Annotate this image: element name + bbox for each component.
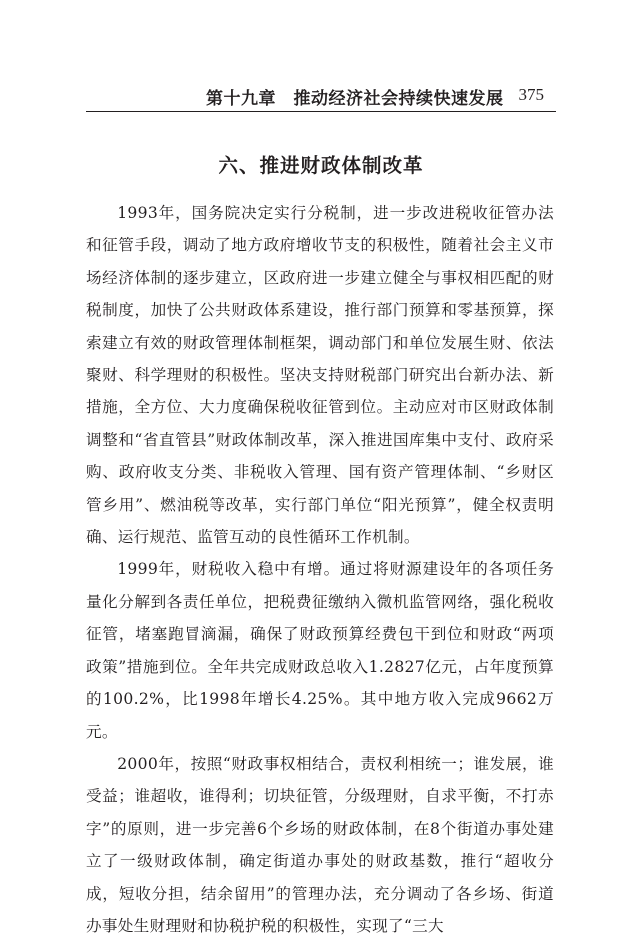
page-number: 375: [518, 85, 544, 104]
paragraph-1999: 1999年，财税收入稳中有增。通过将财源建设年的各项任务量化分解到各责任单位，把税费征缴纳入微机监管网络，强化税收征管，堵塞跑冒滴漏，确保了财政预算经费包干到位和财政“两项政策”措施到位。全年共完成财政总收入1.2827亿元，占年度预算的100.2%，比1998年增长4.25%。其中地方收入完成9662万元。: [86, 560, 554, 741]
chapter-title: 第十九章 推动经济社会持续快速发展: [206, 89, 504, 109]
header-rule: [86, 111, 556, 112]
paragraph-1993: 1993年，国务院决定实行分税制，进一步改进税收征管办法和征管手段，调动了地方政府增收节支的积极性，随着社会主义市场经济体制的逐步建立，区政府进一步建立健全与事权相匹配的财税制度，加快了公共财政体系建设，推行部门预算和零基预算，探索建立有效的财政管理体制框架，调动部门和单位发展生财、依法聚财、科学理财的积极性。坚决支持财税部门研究出台新办法、新措施，全方位、大力度确保税收征管到位。主动应对市区财政体制调整和“省直管县”财政体制改革，深入推进国库集中支付、政府采购、政府收支分类、非税收入管理、国有资产管理体制、“乡财区管乡用”、燃油税等改革，实行部门单位“阳光预算”，健全权责明确、运行规范、监管互动的良性循环工作机制。: [86, 204, 554, 547]
paragraph-2000: 2000年，按照“财政事权相结合，责权利相统一；谁发展，谁受益；谁超收，谁得利；切块征管，分级理财，自求平衡，不打赤字”的原则，进一步完善6个乡场的财政体制，在8个街道办事处建立了一级财政体制，确定街道办事处的财政基数，推行“超收分成，短收分担，结余留用”的管理办法，充分调动了各乡场、街道办事处生财理财和协税护税的积极性，实现了“三大: [86, 754, 554, 935]
running-header: [86, 84, 556, 108]
section-title: 六、推进财政体制改革: [218, 154, 424, 177]
body-text: [86, 197, 554, 942]
